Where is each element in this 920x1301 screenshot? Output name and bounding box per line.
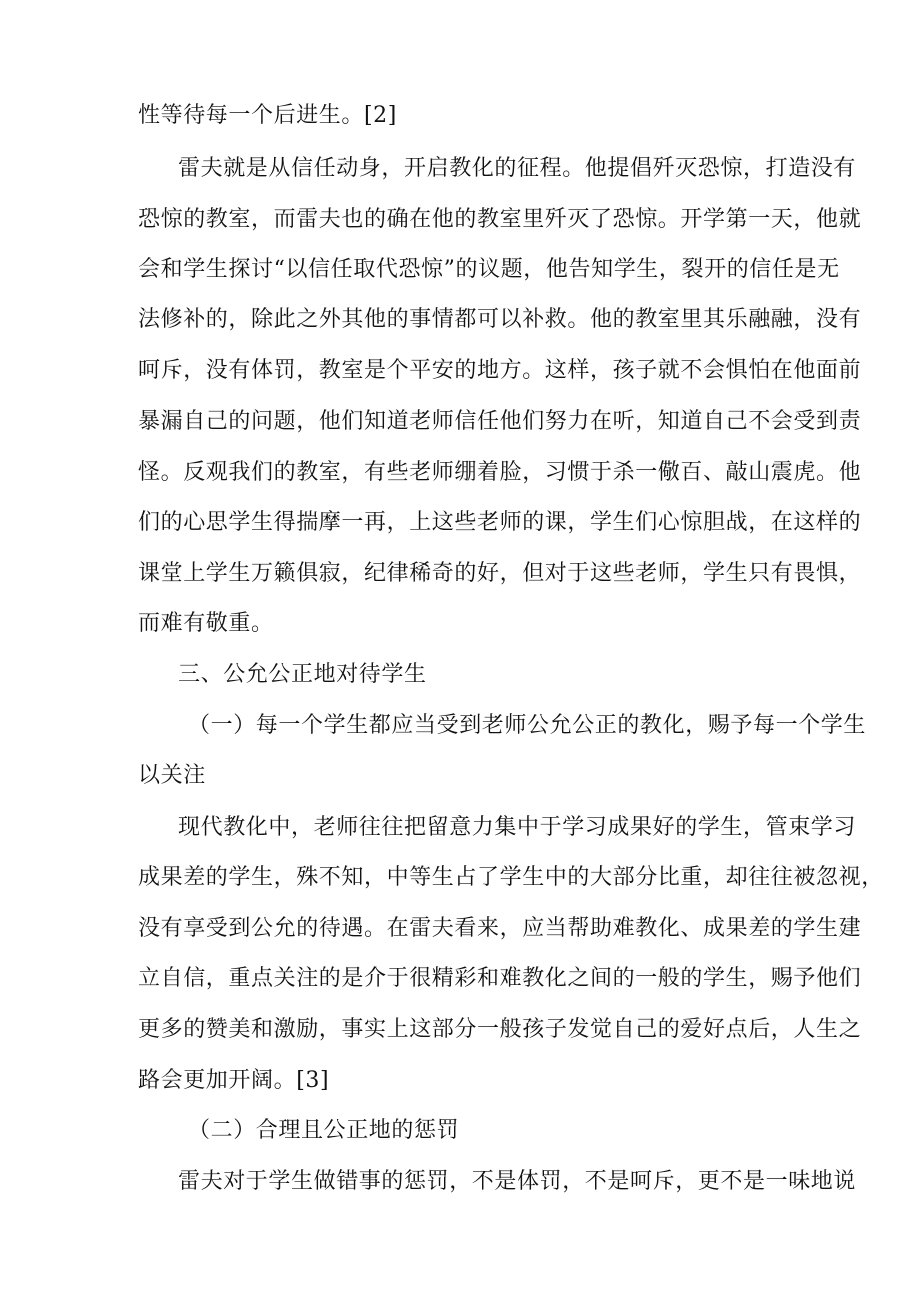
text-line: 路会更加开阔。[3] [138, 1068, 330, 1093]
text-line: 法修补的，除此之外其他的事情都可以补救。他的教室里其乐融融，没有 [138, 307, 862, 332]
text-line: 会和学生探讨“以信任取代恐惊”的议题，他告知学生，裂开的信任是无 [138, 257, 840, 282]
paragraph-line: 现代教化中，老师往往把留意力集中于学习成果好的学生，管束学习 [178, 815, 857, 840]
subsection-heading: （二）合理且公正地的惩罚 [188, 1118, 460, 1143]
text-line: 怪。反观我们的教室，有些老师绷着脸，习惯于杀一儆百、敲山震虎。他 [138, 460, 862, 485]
text-line: 们的心思学生得揣摩一再，上这些老师的课，学生们心惊胆战，在这样的 [138, 510, 862, 535]
text-line: 立自信，重点关注的是介于很精彩和难教化之间的一般的学生，赐予他们 [138, 966, 862, 991]
text-line: 性等待每一个后进生。[2] [138, 103, 397, 128]
section-heading: 三、公允公正地对待学生 [178, 662, 427, 687]
text-line: 呵斥，没有体罚，教室是个平安的地方。这样，孩子就不会惧怕在他面前 [138, 358, 862, 383]
paragraph-line: 雷夫就是从信任动身，开启教化的征程。他提倡歼灭恐惊，打造没有 [178, 156, 857, 181]
paragraph-line: 雷夫对于学生做错事的惩罚，不是体罚，不是呵斥，更不是一味地说 [178, 1169, 857, 1194]
text-line: 而难有敬重。 [138, 611, 274, 636]
subsection-heading-continued: 以关注 [138, 763, 206, 788]
text-line: 成果差的学生，殊不知，中等生占了学生中的大部分比重，却往往被忽视， [138, 865, 884, 890]
text-line: 暴漏自己的问题，他们知道老师信任他们努力在听，知道自己不会受到责 [138, 409, 862, 434]
text-line: 没有享受到公允的待遇。在雷夫看来，应当帮助难教化、成果差的学生建 [138, 916, 862, 941]
subsection-heading: （一）每一个学生都应当受到老师公允公正的教化，赐予每一个学生 [188, 713, 867, 738]
text-line: 恐惊的教室，而雷夫也的确在他的教室里歼灭了恐惊。开学第一天，他就 [138, 207, 862, 232]
text-line: 更多的赞美和激励，事实上这部分一般孩子发觉自己的爱好点后，人生之 [138, 1017, 862, 1042]
text-line: 课堂上学生万籁俱寂，纪律稀奇的好，但对于这些老师，学生只有畏惧， [138, 561, 862, 586]
